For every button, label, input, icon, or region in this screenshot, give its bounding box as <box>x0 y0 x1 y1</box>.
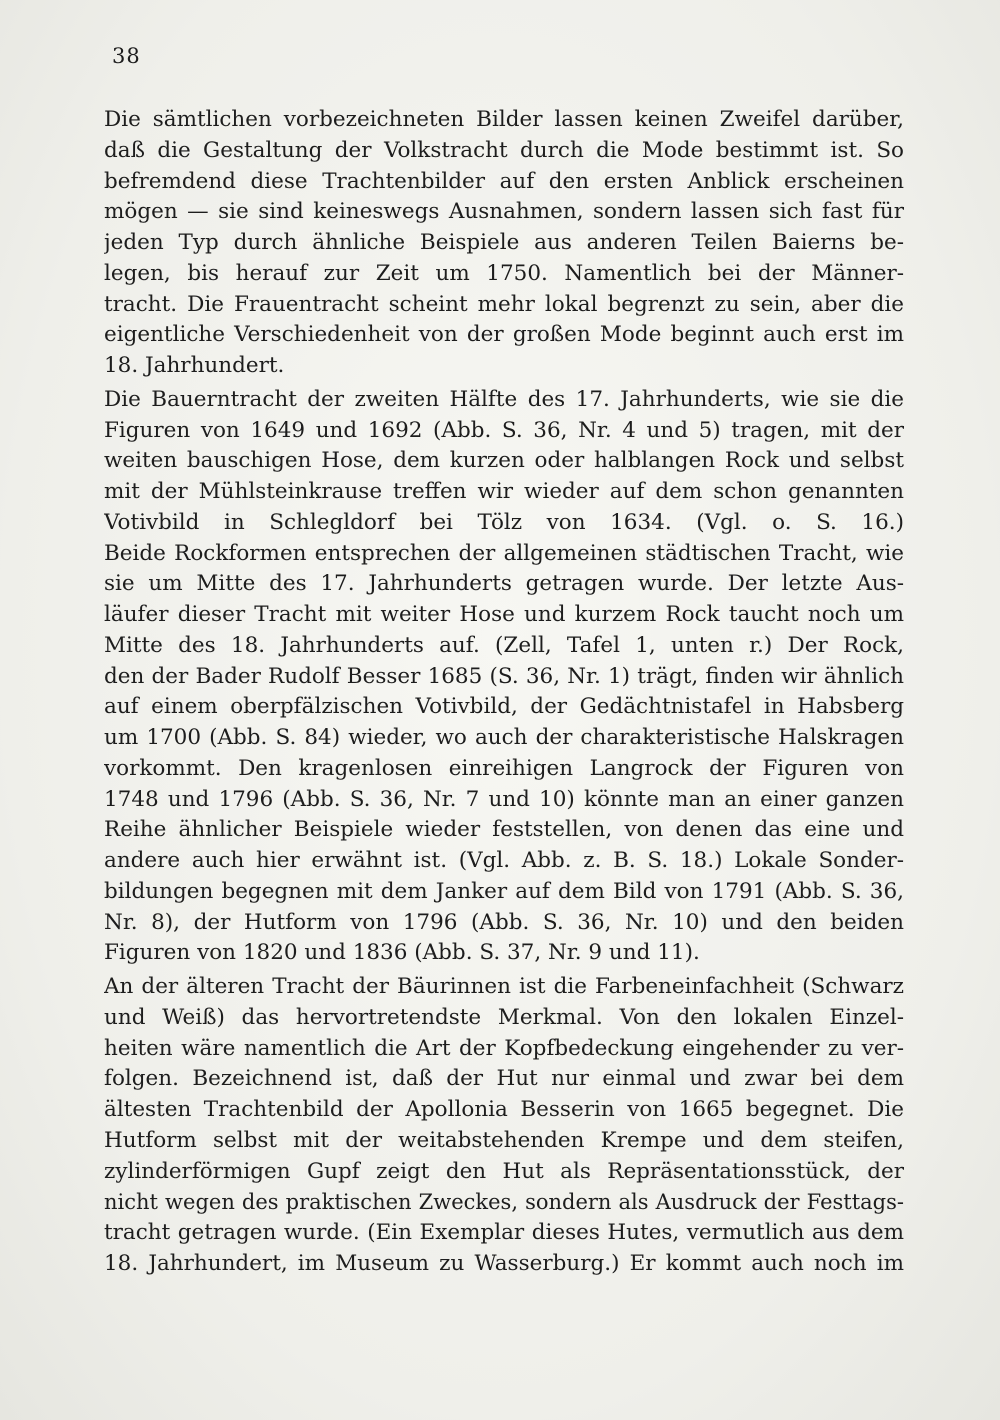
text-line: heiten wäre namentlich die Art der Kopfbedeckung eingehender zu ver- <box>104 1035 904 1061</box>
text-line: tracht getragen wurde. (Ein Exemplar dieses Hutes, vermutlich aus dem <box>104 1220 904 1245</box>
text-line: tracht. Die Frauentracht scheint mehr lokal begrenzt zu sein, aber die <box>104 291 904 317</box>
text-line: weiten bauschigen Hose, dem kurzen oder halblangen Rock und selbst <box>104 448 904 474</box>
text-line: Mitte des 18. Jahrhunderts auf. (Zell, Tafel 1, unten r.) Der Rock, <box>104 632 904 658</box>
text-line: und Weiß) das hervortretendste Merkmal. Von den lokalen Einzel- <box>104 1004 904 1030</box>
text-line: zylinderförmigen Gupf zeigt den Hut als Repräsentationsstück, der <box>104 1158 904 1184</box>
text-line: mit der Mühlsteinkrause treffen wir wieder auf dem schon genannten <box>104 479 904 504</box>
text-line: eigentliche Verschiedenheit von der großen Mode beginnt auch erst im <box>104 322 904 348</box>
text-line: Hutform selbst mit der weitabstehenden Krempe und dem steifen, <box>104 1127 904 1153</box>
text-line: Votivbild in Schlegldorf bei Tölz von 1634. (Vgl. o. S. 16.) <box>104 509 904 535</box>
text-line: mögen — sie sind keineswegs Ausnahmen, sondern lassen sich fast für <box>104 199 904 225</box>
text-line: auf einem oberpfälzischen Votivbild, der Gedächtnistafel in Habsberg <box>104 694 904 720</box>
text-line: ältesten Trachtenbild der Apollonia Besserin von 1665 begegnet. Die <box>104 1097 904 1122</box>
text-line: legen, bis herauf zur Zeit um 1750. Namentlich bei der Männer- <box>104 260 904 286</box>
text-line: sie um Mitte des 17. Jahrhunderts getragen wurde. Der letzte Aus- <box>104 571 904 597</box>
paragraph <box>104 105 904 382</box>
text-line: läufer dieser Tracht mit weiter Hose und kurzem Rock taucht noch um <box>104 602 904 627</box>
text-line: Die sämtlichen vorbezeichneten Bilder lassen keinen Zweifel darüber, <box>104 107 904 132</box>
text-line: Nr. 8), der Hutform von 1796 (Abb. S. 36, Nr. 10) und den beiden <box>104 909 904 935</box>
text-line: folgen. Bezeichnend ist, daß der Hut nur einmal und zwar bei dem <box>104 1066 904 1092</box>
text-line: Die Bauerntracht der zweiten Hälfte des 17. Jahrhunderts, wie sie die <box>104 386 904 412</box>
text-line: 18. Jahrhundert, im Museum zu Wasserburg.) Er kommt auch noch im <box>104 1250 904 1276</box>
text-line: Figuren von 1649 und 1692 (Abb. S. 36, Nr. 4 und 5) tragen, mit der <box>104 417 904 443</box>
body-text <box>104 105 904 1280</box>
text-line: Reihe ähnlicher Beispiele wieder feststellen, von denen das eine und <box>104 817 904 843</box>
text-line: daß die Gestaltung der Volkstracht durch die Mode bestimmt ist. So <box>104 137 904 163</box>
text-line: Figuren von 1820 und 1836 (Abb. S. 37, Nr. 9 und 11). <box>104 940 700 966</box>
text-line: 18. Jahrhundert. <box>104 353 285 378</box>
text-line: andere auch hier erwähnt ist. (Vgl. Abb. z. B. S. 18.) Lokale Sonder- <box>104 848 904 873</box>
text-line: vorkommt. Den kragenlosen einreihigen Langrock der Figuren von <box>104 755 904 781</box>
text-line: bildungen begegnen mit dem Janker auf dem Bild von 1791 (Abb. S. 36, <box>104 878 904 904</box>
text-line: den der Bader Rudolf Besser 1685 (S. 36, Nr. 1) trägt, finden wir ähnlich <box>104 663 904 689</box>
text-line: An der älteren Tracht der Bäurinnen ist die Farbeneinfachheit (Schwarz <box>104 974 904 999</box>
text-line: nicht wegen des praktischen Zweckes, sondern als Ausdruck der Festtags- <box>104 1190 904 1215</box>
text-line: Beide Rockformen entsprechen der allgemeinen städtischen Tracht, wie <box>104 540 904 566</box>
paragraph <box>104 385 904 969</box>
text-line: befremdend diese Trachtenbilder auf den ersten Anblick erscheinen <box>104 168 904 194</box>
page-number: 38 <box>112 44 141 68</box>
paragraph <box>104 972 904 1280</box>
text-line: 1748 und 1796 (Abb. S. 36, Nr. 7 und 10) könnte man an einer ganzen <box>104 786 904 812</box>
text-line: um 1700 (Abb. S. 84) wieder, wo auch der charakteristische Halskragen <box>104 725 904 750</box>
text-line: jeden Typ durch ähnliche Beispiele aus anderen Teilen Baierns be- <box>104 230 904 255</box>
